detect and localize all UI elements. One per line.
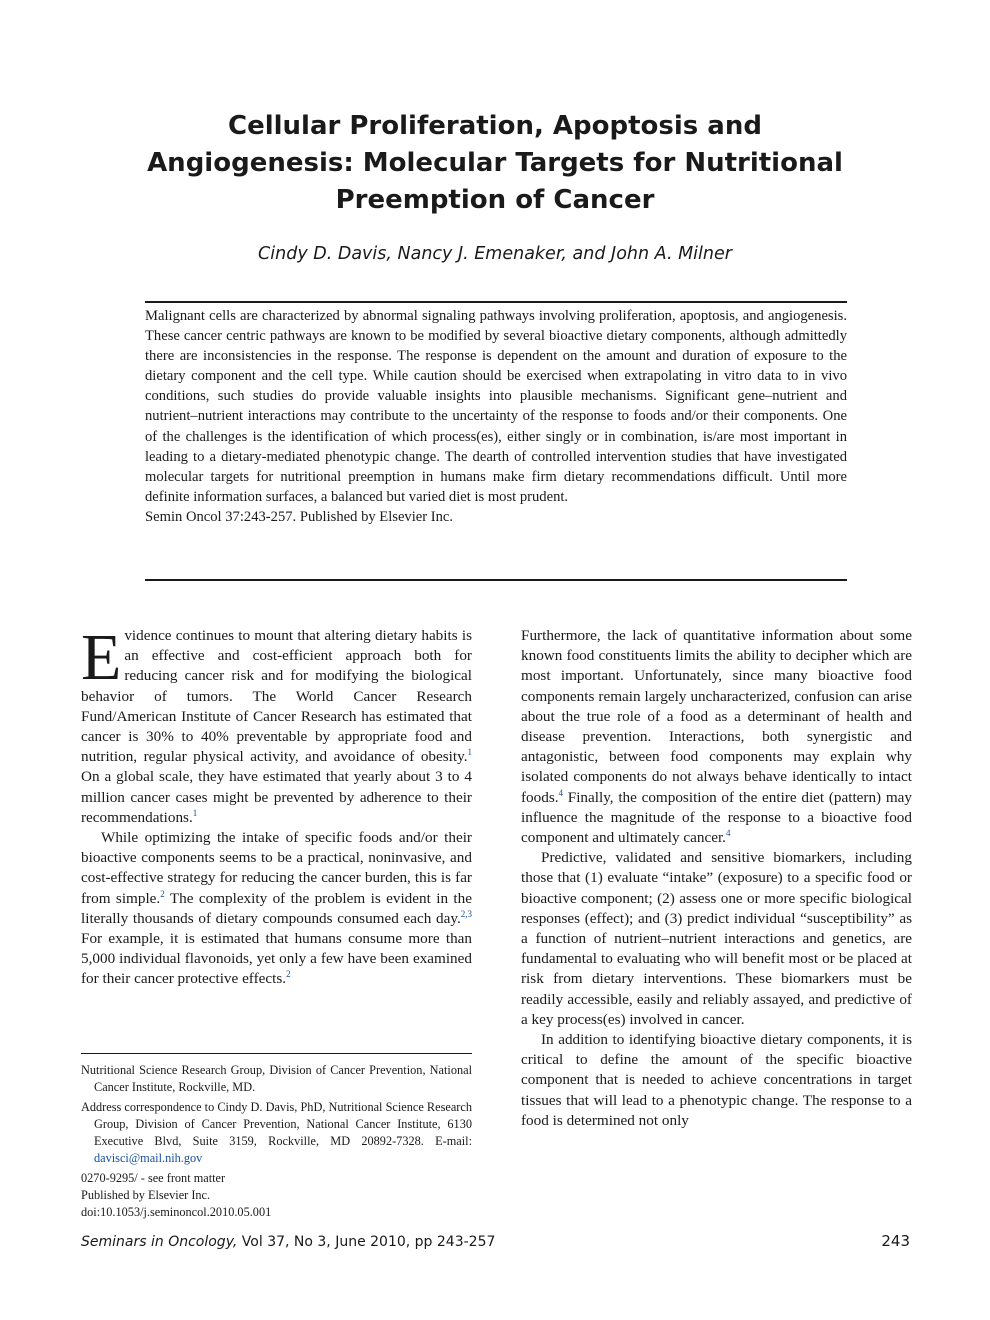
intro-paragraph-2: While optimizing the intake of specific foods and/or their bioactive components seems to be a practical, noninvasive, and cost-effective strategy for reducing the cancer burden, this is far from simple.$^2$ The complexity of the problem is evident in the literally thousands of dietary compounds consumed each day.$^{2,3}$ For example, it is estimated that humans consume more than 5,000 individual flavonoids, yet only a few have been examined for their cancer protective effects.$^2$ [81, 829, 472, 988]
intro-paragraph-1: Evidence continues to mount that altering dietary habits is an effective and cost-efficient approach both for reducing cancer risk and for modifying the biological behavior of tumors. The World Cancer Research Fund/American Institute of Cancer Research has estimated that cancer is 30% to 40% preventable by appropriate food and nutrition, regular physical activity, and avoidance of obesity.$^1$ On a global scale, they have estimated that yearly about 3 to 4 million cancer cases might be prevented by adherence to their recommendations.$^1$ [81, 621, 472, 826]
title-line-1: Cellular Proliferation, Apoptosis and [228, 111, 762, 141]
body-paragraph-5: In addition to identifying bioactive dietary components, it is critical to define the amount of the specific bioactive component that is needed to achieve concentrations in target tissues that will lead to a phenotypic change. The response to a food is determined not only [521, 1031, 912, 1129]
reference-link[interactable]: 1 [192, 807, 198, 818]
footnote-issn: 0270-9295/ - see front matter [81, 1171, 226, 1185]
reference-link[interactable]: 4 [558, 787, 564, 798]
title-line-3: Preemption of Cancer [335, 185, 655, 215]
page-number: 243 [881, 1232, 910, 1250]
body-paragraph-3: Furthermore, the lack of quantitative information about some known food constituents limits the ability to decipher which are most important. Unfortunately, since many bioactive food components remain largely uncharacterized, confusion can arise about the true role of a food as a determinant of health and disease prevention. Interactions, both synergistic and antagonistic, between food components may explain why isolated components do not always behave identically to intact foods.$^4$ Finally, the composition of the entire diet (pattern) may influence the magnitude of the response to a bioactive food component and ultimately cancer.$^4$ [521, 627, 912, 847]
journal-name: Seminars in Oncology, [81, 1234, 238, 1250]
reference-link[interactable]: 1 [467, 747, 472, 758]
footnote-publisher: Published by Elsevier Inc. [81, 1188, 211, 1202]
footnote-affiliation: Nutritional Science Research Group, Division of Cancer Prevention, National Cancer Institute, Rockville, MD. [81, 1063, 472, 1094]
abstract-box [145, 301, 847, 581]
drop-cap: E [81, 621, 122, 694]
journal-issue-info: Vol 37, No 3, June 2010, pp 243-257 [237, 1234, 496, 1250]
right-column [521, 626, 912, 1131]
journal-footer [81, 1232, 495, 1252]
footnotes [81, 1053, 472, 1221]
reference-link[interactable]: 2 [160, 888, 165, 899]
abstract-citation: Semin Oncol 37:243-257. Published by Elsevier Inc. [145, 508, 454, 525]
left-column [81, 621, 472, 990]
footnote-correspondence: Address correspondence to Cindy D. Davis, PhD, Nutritional Science Research Group, Division of Cancer Prevention, National Cancer Institute, 6130 Executive Blvd, Suite 3159, Rockville, MD 20892-7328. E-mail: davisci@mail.nih.gov [81, 1100, 472, 1165]
reference-link[interactable]: 2 [286, 969, 291, 980]
abstract-text: Malignant cells are characterized by abnormal signaling pathways involving proliferation, apoptosis, and angiogenesis. These cancer centric pathways are known to be modified by several bioactive dietary components, although admittedly there are inconsistencies in the response. The response is dependent on the amount and duration of exposure to the dietary component and the cell type. While caution should be exercised when extrapolating in vitro data to in vivo conditions, such studies do provide valuable insights into plausible mechanisms. Significant gene–nutrient and nutrient–nutrient interactions may contribute to the uncertainty of the response to foods and/or their components. One of the challenges is the identification of which process(es), either singly or in combination, is/are most important in leading to a dietary-mediated phenotypic change. The dearth of controlled intervention studies that have investigated molecular targets for nutritional preemption in humans make firm dietary recommendations difficult. Until more definite information surfaces, a balanced but varied diet is most prudent. [145, 308, 847, 505]
article-title [0, 108, 990, 219]
reference-link[interactable]: 2,3 [460, 908, 472, 919]
author-list: Cindy D. Davis, Nancy J. Emenaker, and John A. Milner [258, 244, 732, 264]
footnote-doi: doi:10.1053/j.seminoncol.2010.05.001 [81, 1205, 272, 1219]
title-line-2: Angiogenesis: Molecular Targets for Nutritional [147, 148, 843, 178]
reference-link[interactable]: 4 [725, 827, 731, 838]
email-link[interactable]: davisci@mail.nih.gov [94, 1151, 203, 1165]
body-paragraph-4: Predictive, validated and sensitive biomarkers, including those that (1) evaluate “intake” (exposure) to a specific food or bioactive component; (2) assess one or more specific biological responses (effect); and (3) predict individual “susceptibility” as a function of nutrient–nutrient interactions and genetics, are fundamental to evaluating who will benefit most or be placed at risk from dietary interventions. These biomarkers must be readily accessible, easily and reliably assayed, and predictive of a key process(es) involved in cancer. [521, 849, 912, 1028]
